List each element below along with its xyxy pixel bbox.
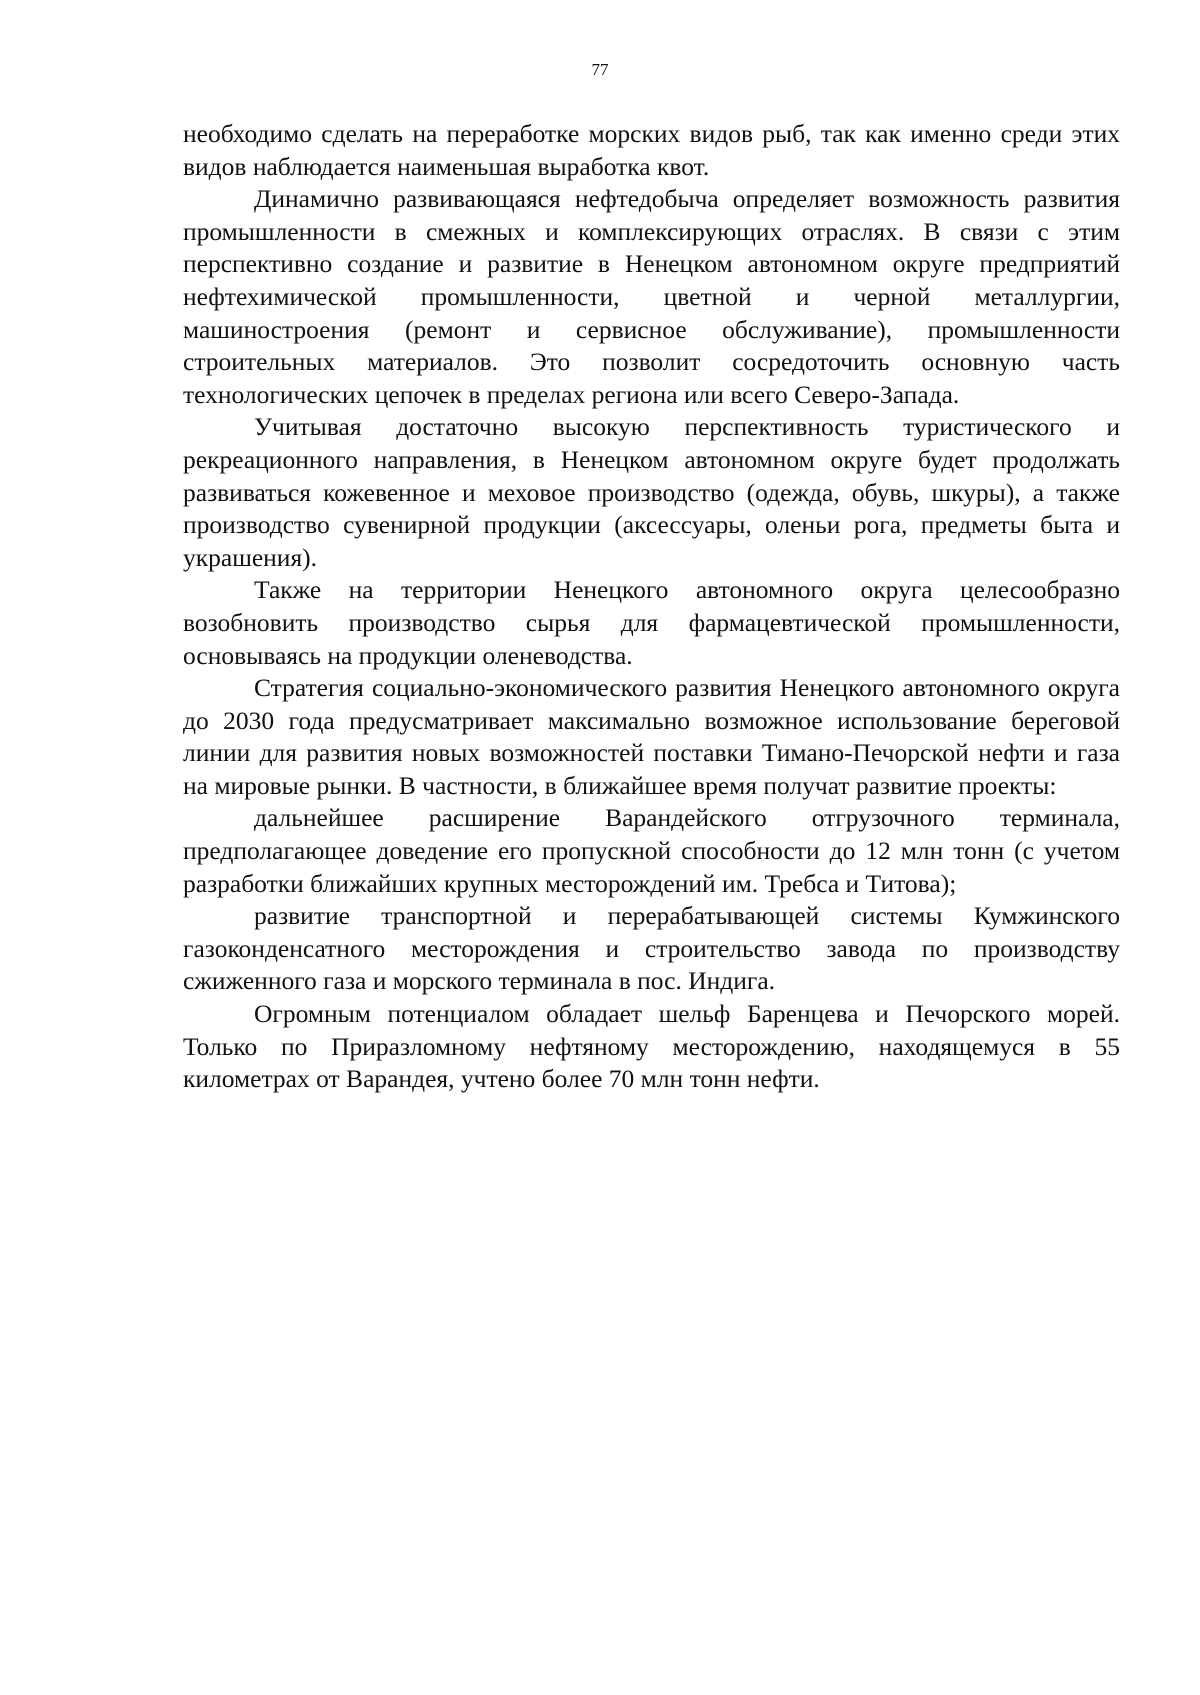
paragraph-shelf-potential: Огромным потенциалом обладает шельф Баренцева и Печорского морей. Только по Приразломному нефтяному месторождению, находящемуся в 55 километрах от Варандея, учтено более 70 млн тонн нефти.: [183, 999, 1120, 1094]
page-number: 77: [591, 60, 609, 79]
paragraph-strategy-2030: Стратегия социально-экономического развития Ненецкого автономного округа до 2030 года предусматривает максимально возможное использование береговой линии для развития новых возможностей поставки Тимано-Печорской нефти и газа на мировые рынки. В частности, в ближайшее время получат развитие проекты:: [183, 673, 1120, 800]
paragraph-varandey-terminal: дальнейшее расширение Варандейского отгрузочного терминала, предполагающее доведение его пропускной способности до 12 млн тонн (с учетом разработки ближайших крупных месторождений им. Требса и Титова);: [183, 803, 1120, 898]
paragraph-oil-industry: Динамично развивающаяся нефтедобыча определяет возможность развития промышленности в смежных и комплексирующих отраслях. В связи с этим перспективно создание и развитие в Ненецком автономном округе предприятий нефтехимической промышленности, цветной и черной металлургии, машиностроения (ремонт и сервисное обслуживание), промышленности строительных материалов. Это позволит сосредоточить основную часть технологических цепочек в пределах региона или всего Северо-Запада.: [183, 184, 1120, 409]
paragraph-kumzha-gas: развитие транспортной и перерабатывающей системы Кумжинского газоконденсатного месторождения и строительство завода по производству сжиженного газа и морского терминала в пос. Индига.: [183, 901, 1120, 996]
paragraph-continuation: необходимо сделать на переработке морских видов рыб, так как именно среди этих видов наблюдается наименьшая выработка квот.: [183, 119, 1120, 181]
document-body: [183, 118, 1120, 1096]
paragraph-pharma: Также на территории Ненецкого автономного округа целесообразно возобновить производство сырья для фармацевтической промышленности, основываясь на продукции оленеводства.: [183, 575, 1120, 670]
paragraph-tourism: Учитывая достаточно высокую перспективность туристического и рекреационного направления, в Ненецком автономном округе будет продолжать развиваться кожевенное и меховое производство (одежда, обувь, шкуры), а также производство сувенирной продукции (аксессуары, оленьи рога, предметы быта и украшения).: [183, 412, 1120, 572]
